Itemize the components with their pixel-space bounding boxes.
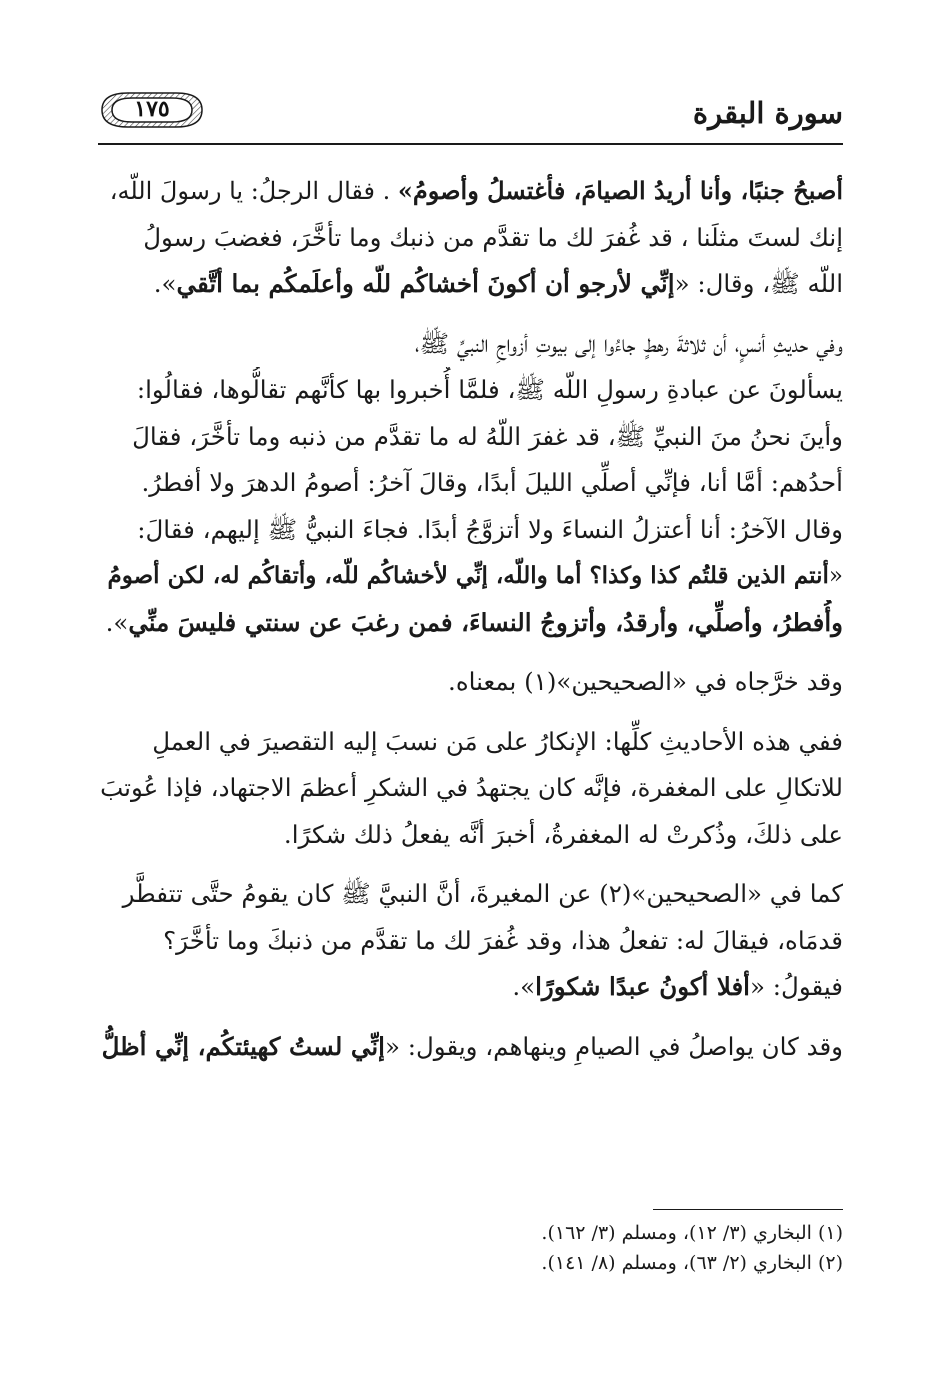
hadith-quote-text: أفلا أكونُ عبدًا شكورًا [535, 972, 750, 1001]
body-text: . فقال الرجلُ: يا رسولَ اللّه، [109, 177, 398, 205]
body-text: قدمَاه، فيقالَ له: تفعلُ هذا، وقد غُفرَ لك ما تقدَّم من ذنبكَ وما تأخَّرَ؟ [163, 925, 843, 955]
body-text: وأينَ نحنُ منَ النبيِّ ﷺ، قد غفرَ اللّهُ له ما تقدَّم من ذنبه وما تأخَّرَ، فقالَ [132, 421, 843, 451]
page-header [98, 82, 843, 142]
body-text: ففي هذه الأحاديثِ كلِّها: الإنكارُ على مَن نسبَ إليه التقصيرَ في العملِ [152, 726, 843, 756]
page-number: ١٧٥ [134, 96, 170, 122]
body-text: وقال الآخرُ: أنا أعتزلُ النساءَ ولا أتزوَّجُ أبدًا. فجاءَ النبيُّ ﷺ إليهم، فقالَ: [137, 514, 843, 544]
body-text: يسألونَ عن عبادةِ رسولِ اللّه ﷺ، فلمَّا أُخبروا بها كأنَّهم تقالُّوها، فقالُوا: [136, 375, 843, 404]
body-text: للاتكالِ على المغفرة، فإنَّه كان يجتهدُ في الشكرِ أعظمَ الاجتهاد، فإذا عُوتبَ [100, 773, 843, 802]
body-text: كما في «الصحيحين»(٢) عن المغيرةَ، أنَّ النبيَّ ﷺ كان يقومُ حتَّى تتفطَّر [122, 879, 843, 908]
text-line [98, 1024, 843, 1071]
text-line [98, 414, 843, 461]
text-line [98, 321, 843, 368]
body-text: وقد كان يواصلُ في الصيامِ وينهاهم، ويقول: « [384, 1031, 843, 1061]
hadith-quote-text: إنِّي لستُ كهيئتكُم، إنِّي أظلُّ [101, 1031, 385, 1061]
text-line [98, 507, 843, 554]
body-text: اللّه ﷺ، وقال: « [674, 269, 843, 298]
body-text: إنك لستَ مثلَنا ، قد غُفرَ لك ما تقدَّم من ذنبك وما تأخَّرَ، فغضبَ رسولُ [143, 222, 843, 252]
body-text: فيقولُ: « [750, 972, 843, 1001]
hadith-quote-text: أنتم الذين قلتُم كذا وكذا؟ أما واللّه، إنِّي لأخشاكُم للّه، وأتقاكُم له، لكن أصومُ [107, 562, 829, 589]
text-line [98, 918, 843, 965]
text-line [98, 765, 843, 812]
text-line [98, 261, 843, 308]
body-text: وقد خرَّجاه في «الصحيحين»(١) بمعناه. [448, 667, 843, 696]
body-text: ». [512, 972, 536, 1001]
text-line [98, 812, 843, 859]
page-number-badge [98, 90, 206, 130]
body-text: « [828, 563, 843, 589]
body-text: ». [153, 269, 177, 298]
footnote-divider [653, 1209, 843, 1210]
text-line [98, 659, 843, 706]
text-line [98, 600, 843, 647]
text-line [98, 367, 843, 414]
text-line [98, 871, 843, 918]
text-line [98, 964, 843, 1011]
hadith-quote-text: أصبحُ جنبًا، وأنا أريدُ الصيامَ، فأغتسلُ وأصومُ» [397, 176, 843, 205]
footnote-1: (١) البخاري (٣/ ١٢)، ومسلم (٣/ ١٦٢). [541, 1222, 843, 1244]
header-divider [98, 143, 843, 145]
text-line [98, 460, 843, 507]
footnotes [98, 1218, 843, 1278]
text-line [98, 719, 843, 766]
hadith-quote-text: إنِّي لأرجو أن أكونَ أخشاكُم للّه وأعلَمكُم بما أتَّقي [176, 269, 675, 298]
body-text: أحدُهم: أمَّا أنا، فإنِّي أصلِّي الليلَ أبدًا، وقالَ آخرُ: أصومُ الدهرَ ولا أفطرُ. [141, 468, 843, 497]
text-line [98, 168, 843, 215]
text-line [98, 553, 843, 600]
body-text: على ذلكَ، وذُكرتْ له المغفرةُ، أخبرَ أنَّه يفعلُ ذلك شكرًا. [283, 819, 843, 849]
hadith-quote-text: وأُفطرُ، وأصلِّي، وأرقدُ، وأتزوجُ النساءَ، فمن رغبَ عن سنتي فليسَ منِّي [128, 607, 843, 637]
body-text: وفي حديثِ أنسٍ، أن ثلاثةَ رهطٍ جاءُوا إلى بيوتِ أزواجِ النبيِّ ﷺ، [414, 328, 843, 358]
surah-title: سورة البقرة [692, 96, 843, 130]
page-body [98, 168, 843, 1070]
text-line [98, 215, 843, 262]
body-text: ». [105, 607, 129, 637]
footnote-2: (٢) البخاري (٢/ ٦٣)، ومسلم (٨/ ١٤١). [541, 1252, 843, 1274]
